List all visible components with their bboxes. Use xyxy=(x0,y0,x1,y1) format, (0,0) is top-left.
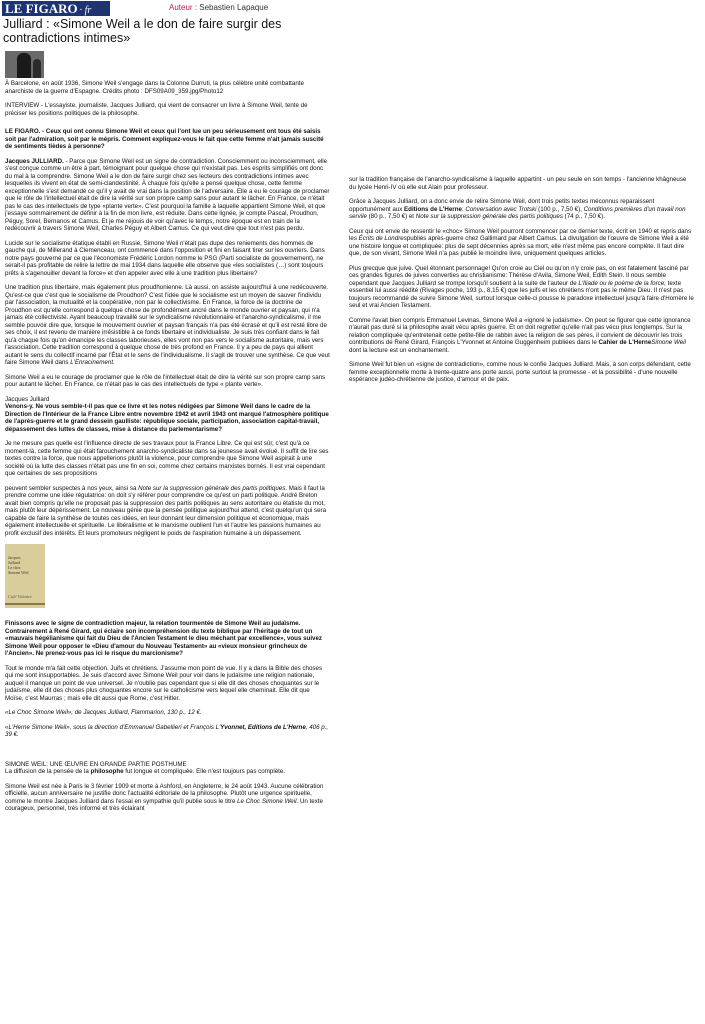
question-3: Finissons avec le signe de contradiction majeur, la relation tourmentée de Simone Weil au judaïsme. Contrairement à René Girard, qui éclaire son incompréhension du texte biblique par l'héritage de tout un «mauvais hégélianisme qui fait du Dieu de l'Ancien Testament le dieu méchant par excellence», vous suivez Simone Weil pour opposer le «Dieu d'amour du Nouveau Testament» au «vieux monsieur grincheux de l'Ancien». Ne prenez-vous pas ici le risque du marcionisme? xyxy=(5,620,323,657)
answer-1 xyxy=(5,158,330,233)
section-heading: SIMONE WEIL: UNE ŒUVRE EN GRANDE PARTIE POSTHUME xyxy=(5,760,187,768)
paragraph-2: Lucide sur le socialisme étatique établi en Russie, Simone Weil n'était pas dupe des reniements des hommes de gauche qui, de Millerand à Clemenceau, ont commencé dans l'opposition et fini en faisant tirer sur les ouvriers. Dans notre pays gouverné par ce que l'économiste Frédéric Lordon nomme le PSG (Parti socialiste de gouvernement), ne serait-il pas profitable de relire la lettre de mai 1934 dans laquelle elle observe que «les socialistes (…) sont toujours prêts à s'agenouiller devant la force» et d'en appeler avec elle à une tradition plus libertaire? xyxy=(5,239,325,277)
r4-title: L'Iliade ou le poème de la force, xyxy=(578,279,666,287)
intro: INTERVIEW - L'essayiste, journaliste, Jacques Julliard, qui vient de consacrer un livre à Simone Weil, tente de préciser les positions politiques de la philosophe. xyxy=(5,102,308,117)
paragraph-4: Simone Weil a eu le courage de proclamer que le rôle de l'intellectuel était de dire la vérité sur son propre camp sans pour autant le lâcher. En France, ce n'était pas le cas des intellectuels de type « plante verte». xyxy=(5,373,326,388)
r2-end: (74 p., 7,50 €). xyxy=(562,213,605,220)
book-author-first: Jacques xyxy=(8,555,21,560)
article-title: Julliard : «Simone Weil a le don de faire surgir des contradictions intimes» xyxy=(3,17,282,45)
r2-title-3: Note sur la suppression générale des partis politiques xyxy=(415,213,563,220)
sec-p1-title: Le Choc Simone Weil. xyxy=(237,797,299,805)
r2-bold: Editions xyxy=(404,205,429,213)
sec-p1-pre: Simone Weil est née à Paris le 3 février 1909 et morte à Ashford, en Angleterre, le 24 août 1943. Aucune célébration officielle, aucun anniversaire ne justifie donc l'actualité éditoriale de la philosophe. Plutôt une urgence spirituelle, comme le montre Jacques Julliard dans l'essai en sympathie qu'il publie sous le titre xyxy=(5,782,324,805)
photo-caption: À Barcelone, en août 1936, Simone Weil s'engage dans la Colonne Durruti, la plus célèbre unité combattante anarchiste de la guerre d'Espagne. Crédits photo : DFS09A09_359.jpg/Photo12 xyxy=(5,80,304,95)
book-author-last: Julliard xyxy=(8,560,20,565)
book-title-2: Simone Weil xyxy=(8,570,29,575)
r2-bold2: L'Herne xyxy=(439,205,462,213)
answer-3: Tout le monde m'a fait cette objection. Juifs et chrétiens. J'assume mon point de vue. Il y a dans la Bible des choses qui me sont insupportables. Je suis d'accord avec Simone Weil pour voir dans le judaïsme une religion nationale, auquel il manque un point de vue universel. Je n'oublie pas cependant que si elle dit des choses choquantes sur le judaïsme, elle dit des choses plus choquantes encore sur le catholicisme vers lequel elle cheminait. Elle dit que Moïse, c'est Maurras ; mais elle dit aussi que Rome, c'est Hitler. xyxy=(5,664,323,702)
r4-post: texte essentiel lui aussi réédité (Rivages poche, 193 p., 8,15 €) que les juifs et les chrétiens n'ont pas le même Dieu. Il n'est pas toujours recommandé de suivre Simone Weil, surtout lorsque celle-ci pousse le paradoxe intellectuel jusqu'à faire d'Homère le seul et vrai Ancien Testament. xyxy=(349,279,694,309)
book-publisher: Café Voltaire xyxy=(8,594,32,599)
r2-m4: (80 p., 7,50 €) et xyxy=(366,213,416,220)
author-line xyxy=(169,3,268,12)
right-paragraph-1: sur la tradition française de l'anarcho-syndicalisme à laquelle appartint - un peu seule en son temps - l'ancienne khâgneuse du lycée Henri-IV où elle eut Alain pour professeur. xyxy=(349,176,687,191)
right-paragraph-3 xyxy=(349,228,694,258)
answer-2-cont xyxy=(5,485,330,538)
answer-2-cont-b: Mais il faut la prendre comme une idée régulatrice: on doit s'y référer pour comprendre ce qu'est un parti politique. André Breton avait bien compris qu'elle ne proposait pas la suppression des partis politiques au sens autoritaire ou étatiste du mot, mais plutôt leur dépérissement. Le nouveau génie que la pensée politique aujourd'hui attend, c'est quelqu'un qui sera capable de faire la synthèse de toutes ces idées, en leur donnant leur dimension politique et économique, mais également intellectuelle et spirituelle. Le libéralisme et le marxisme oublient l'un et l'autre les passions humaines au profit exclusif des intérêts. Et leurs promoteurs négligent le poids de l'aspiration humaine à un dépassement. xyxy=(5,484,327,537)
r5-post: dont la lecture est un enchantement. xyxy=(349,346,450,354)
logo-suffix: · fr xyxy=(79,5,92,16)
right-paragraph-4 xyxy=(349,265,694,310)
r2-pre: Grâce à Jacques Julliard, on a donc envie de relire Simone Weil, dont trois petits textes méconnus reparaissent opportunément aux xyxy=(349,198,655,213)
r3-pre: Ceux qui ont envie de ressentir le «choc» Simone Weil pourront commencer par ce dernier texte, écrit en 1940 et repris dans les xyxy=(349,227,692,242)
logo-text: LE FIGARO xyxy=(5,1,78,16)
reference-2: «L'Herne Simone Weil», sous la direction d'Emmanuel Gabellieri et François L'Yvonnet, Editions de L'Herne, 406 p., 39 €. xyxy=(5,723,329,738)
sec-p1-post: Un texte courageux, personnel, très informé et très éclairant xyxy=(5,797,323,812)
ref2-end: , 406 p., 39 €. xyxy=(5,723,329,738)
r2-mid2: : xyxy=(461,205,466,213)
r4-pre: Plus grecque que juive. Quel étonnant personnage! Qu'on croie au Ciel ou qu'on n'y croie pas, on est fatalement fasciné par ces grandes figures de juives converties au christianisme: Thérèse d'Avila, Simone Weil, Edith Stein. Il nous semble cependant que Jacques Julliard se trompe lorsqu'il soutient à la suite de l'auteur de xyxy=(349,264,689,287)
question-1: LE FIGARO. - Ceux qui ont connu Simone Weil et ceux qui l'ont lue un peu sérieusement ont tous été saisis soit par l'admiration, soit par le mépris. Comment expliquez-vous le fait que cette femme n'ait jamais suscité de sentiments tièdes à personne? xyxy=(5,128,324,150)
answer-2-cont-a: peuvent sembler suspectes à nos yeux, ainsi sa xyxy=(5,484,139,492)
right-paragraph-2 xyxy=(349,198,694,221)
r3-post: publiés après-guerre chez Gallimard par Albert Camus. La divulgation de l'œuvre de Simone Weil a été une histoire longue et compliquée: plus de sept décennies après sa mort, elle n'est même pas encore complète. Il faut dire que, de son vivant, Simone Weil n'a pas publié le moindre livre, uniquement quelques articles. xyxy=(349,235,689,257)
r5-mid: de xyxy=(617,339,629,346)
speaker-name: Jacques JULLIARD. xyxy=(5,157,64,165)
paragraph-3 xyxy=(5,284,330,367)
r5-bold: Cahier xyxy=(598,339,618,346)
r2-title-2: Conditions premières d'un travail non servile xyxy=(349,205,686,220)
reference-1: «Le Choc Simone Weil», de Jacques Julliard, Flammarion, 130 p., 12 €. xyxy=(5,709,202,716)
photo-thumbnail xyxy=(5,51,44,78)
author-label: Auteur : xyxy=(169,3,198,12)
figaro-logo[interactable] xyxy=(2,1,110,16)
section-subtitle xyxy=(5,768,330,776)
ref2-title: L'Herne Simone Weil xyxy=(8,723,67,731)
r5-pre: Comme l'avait bien compris Emmanuel Levinas, Simone Weil a «ignoré le judaïsme». On peut se figurer que cette ignorance n'aurait pas duré si la philosophe avait vécu après guerre. Et on doit regretter qu'elle n'ait pas vécu plus longtemps. Sur la relation compliquée qu'entretenait cette petite-fille de rabbin avec la religion de ses pères, il convient de découvrir les trois contributions de René Girard, François L'Yvonnet et Antoine Guggenheim publiées dans le xyxy=(349,316,691,346)
r2-title-1: Conversation avec Trotski xyxy=(465,205,537,213)
answer-1-text: - Parce que Simone Weil est un signe de contradiction. Consciemment ou inconsciemment, elle s'est conçue comme un être à part, témoignant pour quelque chose qui n'existait pas. Les esprits simplifiés ont donc du mal à la comprendre. Simone Weil a le don de faire surgir chez ses lecteurs des contradictions intimes avec lesquelles ils vivent en état de semi-clandestinité. À chaque fois qu'elle a pensé quelque chose, cette femme exceptionnelle s'est demandé ce qu'il y avait de vrai dans la position de l'adversaire. Elle a eu le courage de proclamer que le rôle de l'intellectuel était de dire la vérité sur son propre camp sans pour autant le lâcher. En France, ce n'était pas le cas des intellectuels de type «plante verte». C'est pourquoi la famille à laquelle appartient Simone Weil, et que j'essaye sommairement de définir à la fin de mon livre, est réduite. Dans cette lignée, je compte Pascal, Proudhon, Péguy, Sorel, Bernanos et Camus. Et je me réjouis de voir qu'avec le temps, notre époque est en train de la redécouvrir à travers Simone Weil, Charles Péguy et Albert Camus. Ce qui veut dire que tout n'est pas perdu. xyxy=(5,157,330,232)
right-paragraph-5 xyxy=(349,317,694,355)
book-cover-image xyxy=(5,544,45,608)
sub-post: fut longue et compliquée. Elle n'est toujours pas complète. xyxy=(123,768,286,775)
page-header xyxy=(2,1,703,16)
ref1-rest: », de Jacques Julliard, Flammarion, 130 p., 12 €. xyxy=(67,709,202,716)
author-name: Sebastien Lapaque xyxy=(199,3,269,12)
paragraph-3-text: Une tradition plus libertaire, mais également plus proudhonienne. Là aussi, on assiste aujourd'hui à une redécouverte. Qu'est-ce que c'est que le socialisme de Proudhon? C'est l'idée que le socialisme est un moyen de sauver l'individu par l'association, la mutualité et la coopérative, non par le collectivisme. En France, la force de la doctrine de Proudhon est qu'elle correspond à quelque chose de profondément ancré dans le monde ouvrier et paysan, qui n'a jamais été collectiviste. Ayant beaucoup travaillé sur le syndicalisme révolutionnaire et l'anarcho-syndicalisme, il me semble pouvoir dire que, lorsque le mouvement ouvrier et paysan français n'a pas été écrasé et qu'il est resté libre de ses choix, il est revenu de manière irrésistible à ce fonds libertaire et individualiste. Je suis très confiant dans le fait qu'à chaque fois qu'on émancipe les classes laborieuses, elles vont non pas vers le socialisme autoritaire, mais vers l'association. Cette tradition correspond à quelque chose de très profond en France. Il y a peu de pays qui allient autant le sens du collectif incarné par l'État et le sens de l'individualisme. Il s'agit de trouver une synthèse. Ce que veut faire Simone Weil dans xyxy=(5,284,330,366)
question-2: Venons-y. Ne vous semble-t-il pas que ce livre et les notes rédigées par Simone Weil dans le cadre de la Direction de l'Intérieur de la France Libre entre novembre 1942 et avril 1943 ont marqué l'atmosphère politique de l'après-guerre et le grand dessein gaulliste: république sociale, participation, association capital-travail, dépassement des luttes de classes, mise à distance du parlementarisme? xyxy=(5,403,329,433)
signature-name: Jacques Julliard xyxy=(5,395,50,403)
ref2-mid: », sous la direction d'Emmanuel Gabellieri et François L' xyxy=(66,723,221,731)
ref1-title: Le Choc Simone Weil xyxy=(8,709,68,716)
r2-mid1: de xyxy=(428,205,440,213)
sub-pre: La diffusion de la pensée de la xyxy=(5,768,91,775)
r2-m3: (100 p., 7,50 €), xyxy=(536,205,584,213)
note-title-ref: Note sur la suppression générale des partis politiques. xyxy=(138,484,288,492)
r5-title: Simone Weil xyxy=(651,339,686,346)
right-paragraph-6: Simone Weil fut bien un «signe de contradiction», comme nous le confie Jacques Julliard. Mais, à son corps défendant, cette femme exceptionnelle morte à trente-quatre ans porte aussi, porte surtout la promesse - et la possibilité - d'une nouvelle espérance judéo-chrétienne de justice, d'amour et de paix. xyxy=(349,361,691,383)
section-paragraph-1 xyxy=(5,783,330,813)
ref2-bold: Yvonnet, Editions de L'Herne xyxy=(220,723,306,731)
book-title-ref: L'Enracinement. xyxy=(70,359,115,366)
book-title-1: Le choc xyxy=(8,565,21,570)
answer-2: Je ne mesure pas quelle est l'influence directe de ses travaux pour la France Libre. Ce qui est sûr, c'est qu'à ce moment-là, cette femme qui était farouchement anarcho-syndicaliste dans sa jeunesse avait évolué. Il suffit de lire ses textes contre la force, que nous appellerions plutôt la violence, pour comprendre que Simone Weil aspirait à une société où la lutte des classes n'était pas une fin en soi, comme chez certains marxistes bornés. Il est vrai cependant que certaines de ses propositions xyxy=(5,440,329,477)
right-column xyxy=(349,176,694,391)
r3-title: Écrits de Londres xyxy=(358,235,407,242)
r5-bold2: L'Herne xyxy=(628,339,652,346)
left-column xyxy=(5,80,330,820)
sub-bold: philosophe xyxy=(90,768,124,775)
